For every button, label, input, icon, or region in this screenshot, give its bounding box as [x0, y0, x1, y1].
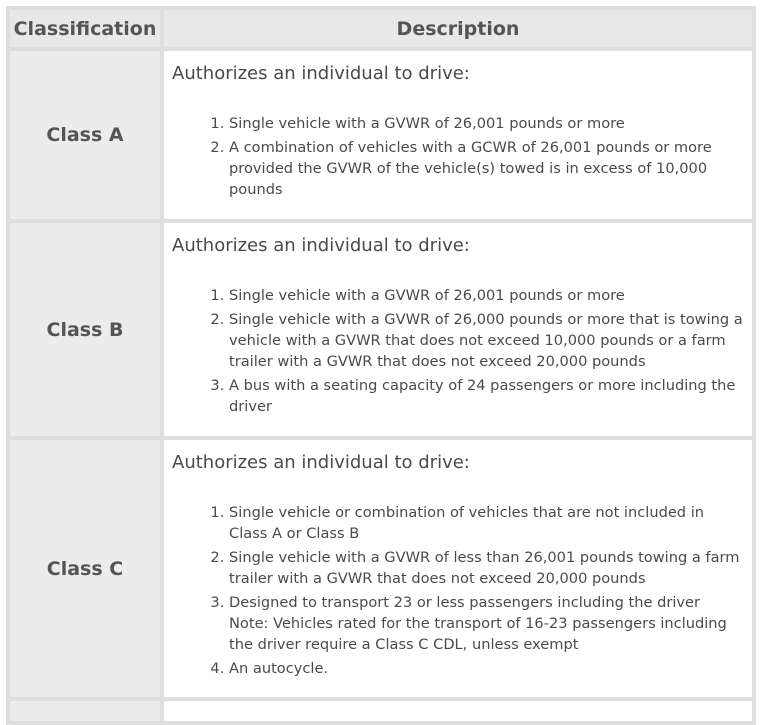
vehicle-list	[164, 502, 752, 679]
license-classification-table	[6, 6, 756, 725]
list-item: 3. A bus with a seating capacity of 24 passengers or more including the driver	[229, 375, 744, 417]
vehicle-list	[164, 113, 752, 200]
description-intro: Authorizes an individual to drive:	[172, 63, 470, 84]
list-item: 1. Single vehicle with a GVWR of 26,001 pounds or more	[229, 285, 744, 306]
description-intro: Authorizes an individual to drive:	[172, 452, 470, 473]
description-cell	[164, 223, 752, 436]
header-description: Description	[164, 10, 752, 47]
list-item: 2. Single vehicle with a GVWR of 26,000 pounds or more that is towing a vehicle with a GVWR that does not exceed 10,000 pounds or a farm trailer with a GVWR that does not exceed 20,000 pounds	[229, 309, 744, 372]
list-item: 2. Single vehicle with a GVWR of less than 26,001 pounds towing a farm trailer with a GVWR that does not exceed 20,000 pounds	[229, 547, 744, 589]
list-item-text: Designed to transport 23 or less passengers including the driver	[229, 594, 701, 611]
class-label-empty	[10, 701, 160, 721]
table-row-partial	[10, 701, 752, 721]
description-cell-empty	[164, 701, 752, 721]
header-classification: Classification	[10, 10, 160, 47]
description-cell	[164, 51, 752, 219]
class-label: Class B	[10, 223, 160, 436]
vehicle-list	[164, 285, 752, 417]
class-label: Class C	[10, 440, 160, 697]
list-item: 2. A combination of vehicles with a GCWR of 26,001 pounds or more provided the GVWR of the vehicle(s) towed is in excess of 10,000 pounds	[229, 137, 744, 200]
class-label: Class A	[10, 51, 160, 219]
table-row-class-c	[10, 440, 752, 697]
list-item: 1. Single vehicle with a GVWR of 26,001 pounds or more	[229, 113, 744, 134]
table-row-class-b	[10, 223, 752, 436]
list-item	[229, 592, 744, 655]
list-item: 4. An autocycle.	[229, 658, 744, 679]
note-text: Note: Vehicles rated for the transport of 16-23 passengers including the driver require a Class C CDL, unless exempt	[229, 615, 727, 653]
description-cell	[164, 440, 752, 697]
description-intro: Authorizes an individual to drive:	[172, 235, 470, 256]
list-item: 1. Single vehicle or combination of vehicles that are not included in Class A or Class B	[229, 502, 744, 544]
table-row-class-a	[10, 51, 752, 219]
header-row	[10, 10, 752, 47]
